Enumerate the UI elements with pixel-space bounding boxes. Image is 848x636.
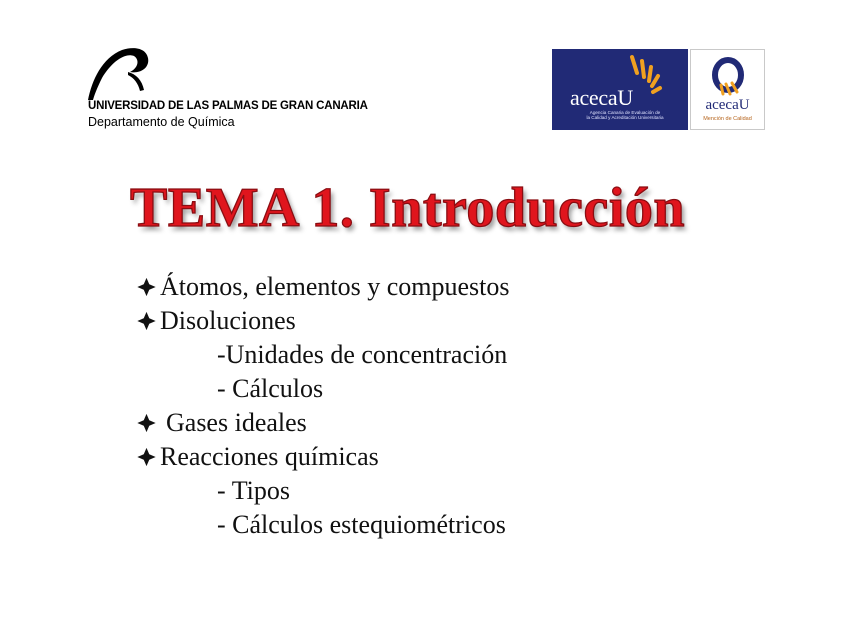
slide-title: TEMA 1. Introducción: [130, 177, 686, 239]
seal-q-icon: [704, 56, 752, 98]
department-name: Departamento de Química: [88, 115, 235, 129]
acecau-subtitle: Agencia Canaria de Evaluación de la Calidad y Acreditación Universitaria: [586, 110, 664, 121]
list-item-text: Gases ideales: [166, 408, 307, 437]
list-item-text: Átomos, elementos y compuestos: [160, 272, 510, 301]
diamond-bullet-icon: [134, 310, 159, 332]
diamond-bullet-icon: [134, 446, 159, 468]
list-subitem-text: - Cálculos: [217, 374, 324, 403]
diamond-bullet-icon: [134, 276, 159, 298]
list-subitem-text: - Cálculos estequiométricos: [217, 510, 506, 539]
ulpgc-swoosh-icon: [84, 44, 154, 102]
acecau-wordmark: acecaU: [570, 85, 633, 110]
seal-wordmark: acecaU: [705, 97, 750, 113]
diamond-bullet-icon: [134, 412, 159, 434]
list-subitem: [134, 338, 694, 372]
list-item-text: Disoluciones: [160, 306, 296, 335]
list-subitem: [134, 508, 694, 542]
list-item: [134, 406, 694, 440]
list-subitem-text: - Tipos: [217, 476, 290, 505]
list-item: [134, 270, 694, 304]
list-subitem-text: -Unidades de concentración: [217, 340, 508, 369]
list-subitem: [134, 372, 694, 406]
list-item-text: Reacciones químicas: [160, 442, 379, 471]
university-logo: [84, 44, 368, 134]
seal-caption: Mención de Calidad: [703, 116, 752, 122]
slide-content: [134, 270, 694, 542]
quality-seal: [690, 49, 765, 130]
list-item: [134, 440, 694, 474]
university-name: UNIVERSIDAD DE LAS PALMAS DE GRAN CANARIA: [88, 100, 368, 112]
list-item: [134, 304, 694, 338]
list-subitem: [134, 474, 694, 508]
acecau-logo: [552, 49, 688, 130]
